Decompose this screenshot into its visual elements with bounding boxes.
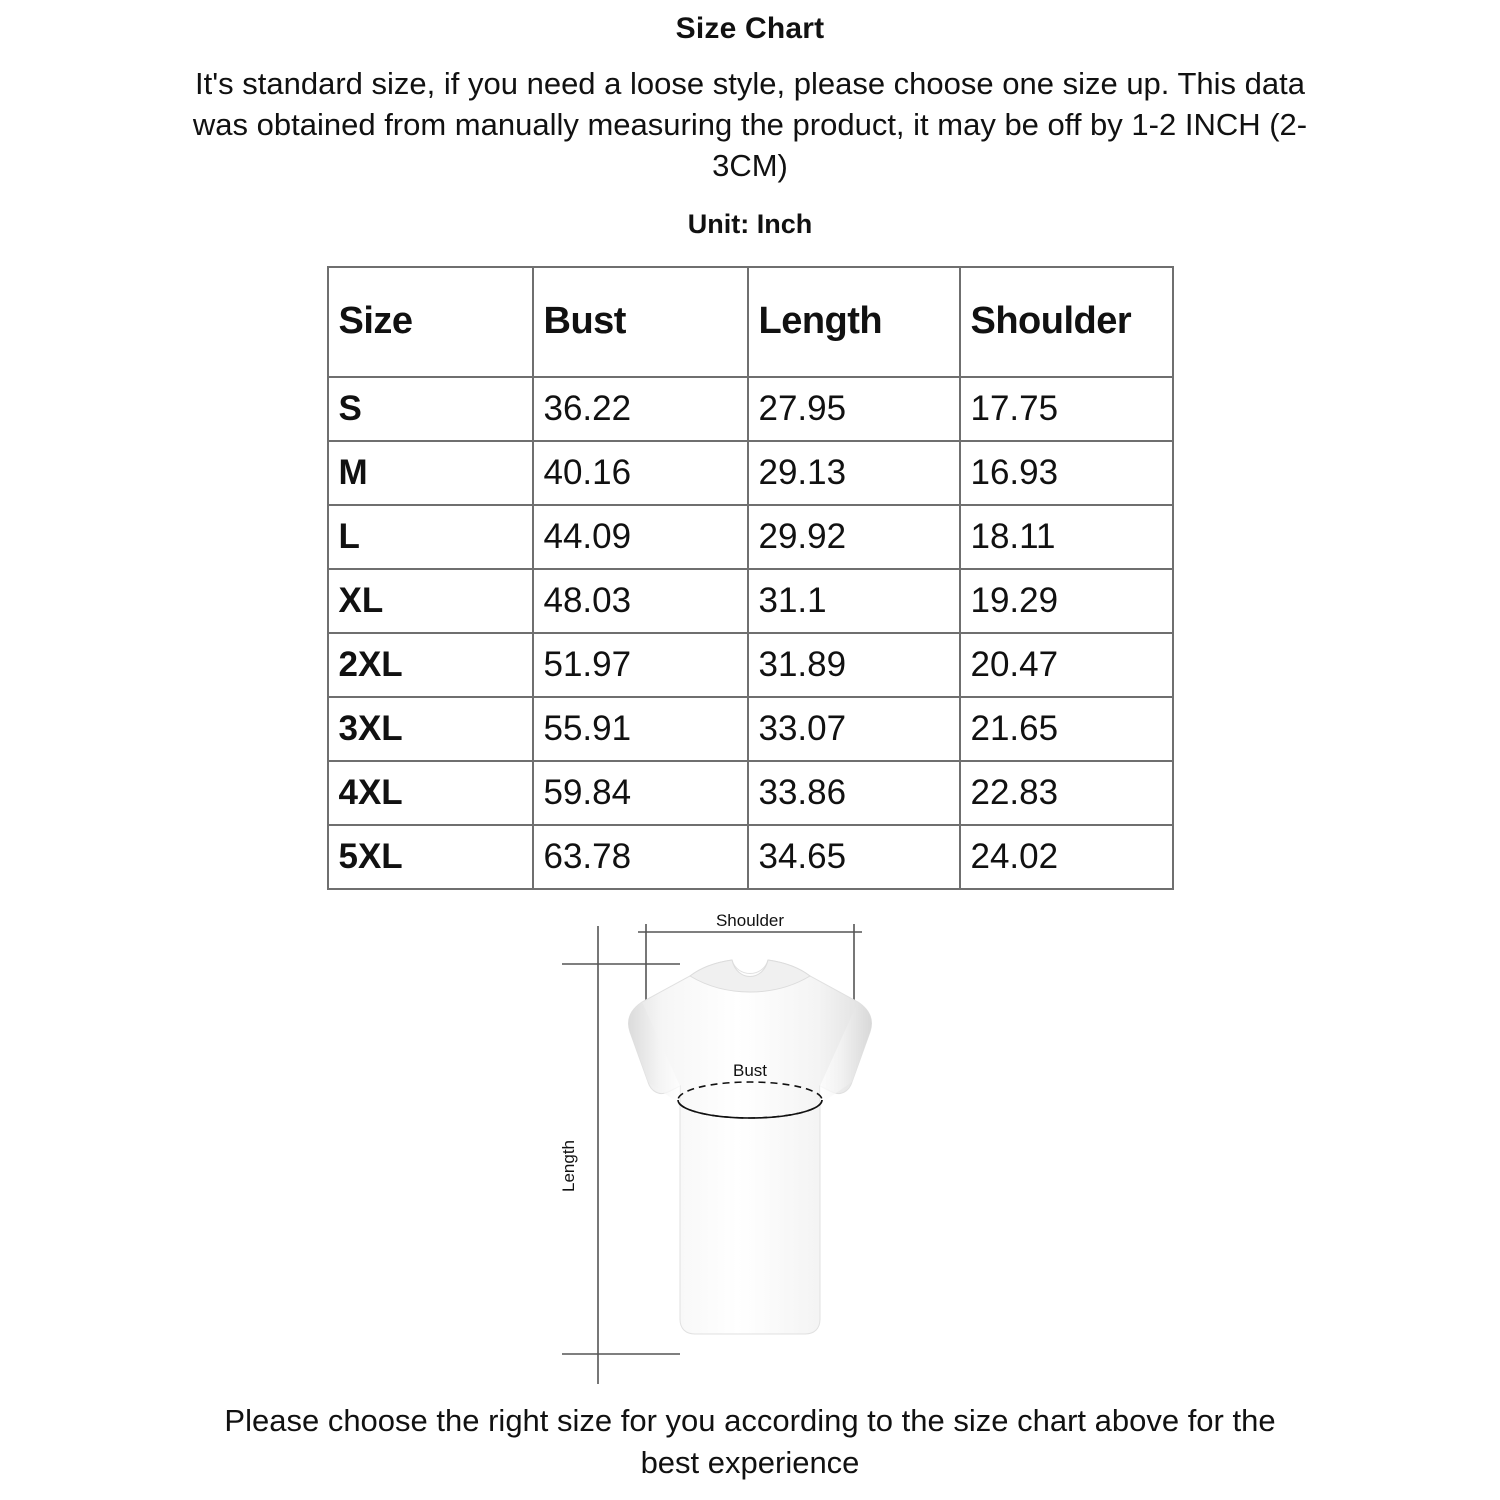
table-row bbox=[328, 569, 1173, 633]
cell-size: 3XL bbox=[328, 697, 533, 761]
table-row bbox=[328, 633, 1173, 697]
cell-shoulder: 16.93 bbox=[960, 441, 1173, 505]
cell-length: 34.65 bbox=[748, 825, 960, 889]
cell-length: 33.07 bbox=[748, 697, 960, 761]
column-header-shoulder: Shoulder bbox=[960, 267, 1173, 377]
cell-size: L bbox=[328, 505, 533, 569]
cell-length: 29.92 bbox=[748, 505, 960, 569]
measurement-diagram bbox=[540, 904, 960, 1384]
bust-label: Bust bbox=[732, 1060, 768, 1080]
cell-size: 5XL bbox=[328, 825, 533, 889]
cell-bust: 55.91 bbox=[533, 697, 748, 761]
cell-shoulder: 18.11 bbox=[960, 505, 1173, 569]
cell-bust: 51.97 bbox=[533, 633, 748, 697]
page-title: Size Chart bbox=[675, 12, 825, 45]
table-row bbox=[328, 377, 1173, 441]
cell-length: 31.1 bbox=[748, 569, 960, 633]
cell-size: 2XL bbox=[328, 633, 533, 697]
cell-bust: 63.78 bbox=[533, 825, 748, 889]
table-row bbox=[328, 825, 1173, 889]
measurement-diagram-wrap bbox=[0, 904, 1500, 1384]
cell-length: 29.13 bbox=[748, 441, 960, 505]
tshirt-illustration bbox=[629, 960, 872, 1334]
intro-text: It's standard size, if you need a loose style, please choose one size up. This data was obtained from manually measuring the product, it may be off by 1-2 INCH (2-3CM) bbox=[192, 66, 1308, 183]
cell-bust: 36.22 bbox=[533, 377, 748, 441]
column-header-length: Length bbox=[748, 267, 960, 377]
cell-size: M bbox=[328, 441, 533, 505]
table-row bbox=[328, 505, 1173, 569]
column-header-size: Size bbox=[328, 267, 533, 377]
cell-bust: 48.03 bbox=[533, 569, 748, 633]
table-row bbox=[328, 697, 1173, 761]
cell-length: 27.95 bbox=[748, 377, 960, 441]
cell-length: 31.89 bbox=[748, 633, 960, 697]
cell-shoulder: 19.29 bbox=[960, 569, 1173, 633]
cell-bust: 40.16 bbox=[533, 441, 748, 505]
column-header-bust: Bust bbox=[533, 267, 748, 377]
footer-text: Please choose the right size for you according to the size chart above for the best experience bbox=[224, 1402, 1276, 1480]
cell-bust: 44.09 bbox=[533, 505, 748, 569]
shoulder-label: Shoulder bbox=[715, 910, 785, 930]
table-header-row bbox=[328, 267, 1173, 377]
table-row bbox=[328, 761, 1173, 825]
cell-size: XL bbox=[328, 569, 533, 633]
cell-size: 4XL bbox=[328, 761, 533, 825]
cell-shoulder: 24.02 bbox=[960, 825, 1173, 889]
unit-label: Unit: Inch bbox=[687, 208, 813, 239]
cell-size: S bbox=[328, 377, 533, 441]
cell-shoulder: 17.75 bbox=[960, 377, 1173, 441]
cell-shoulder: 22.83 bbox=[960, 761, 1173, 825]
cell-shoulder: 20.47 bbox=[960, 633, 1173, 697]
table-row bbox=[328, 441, 1173, 505]
cell-length: 33.86 bbox=[748, 761, 960, 825]
cell-bust: 59.84 bbox=[533, 761, 748, 825]
size-table bbox=[327, 266, 1174, 890]
cell-shoulder: 21.65 bbox=[960, 697, 1173, 761]
length-label: Length bbox=[559, 1139, 578, 1192]
